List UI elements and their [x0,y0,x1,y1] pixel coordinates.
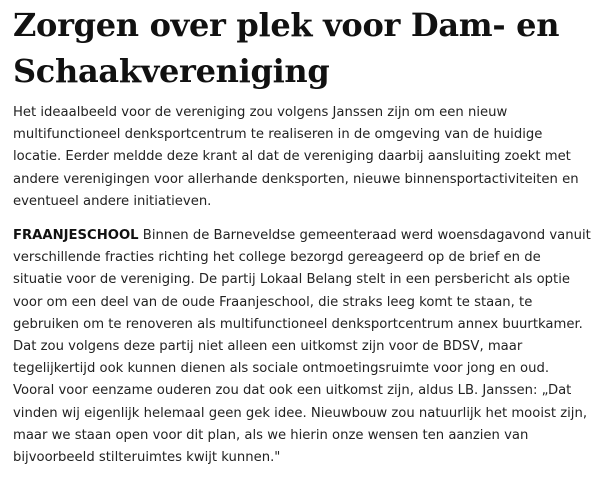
article-paragraph-2 [13,225,593,469]
article-headline: Zorgen over plek voor Dam- en Schaakvereniging [13,6,560,90]
paragraph-2-body: Binnen de Barneveldse gemeenteraad werd woensdagavond vanuit verschillende fracties richting het college bezorgd gereageerd op de brief en de situatie voor de vereniging. De partij Lokaal Belang stelt in een persbericht als optie voor om een deel van de oude Fraanjeschool, die straks leeg komt te staan, te gebruiken om te renoveren als multifunctioneel denksportcentrum annex buurtkamer. Dat zou volgens deze partij niet alleen een uitkomst zijn voor de BDSV, maar tegelijkertijd ook kunnen dienen als sociale ontmoetingsruimte voor jong en oud. Vooral voor eenzame ouderen zou dat ook een uitkomst zijn, aldus LB. Janssen: „Dat vinden wij eigenlijk helemaal geen gek idee. Nieuwbouw zou natuurlijk het mooist zijn, maar we staan open voor dit plan, als we hierin onze wensen ten aanzien van bijvoorbeeld stilteruimtes kwijt kunnen." [13,228,591,466]
article-paragraph-1: Het ideaalbeeld voor de vereniging zou volgens Janssen zijn om een nieuw multifunctioneel denksportcentrum te realiseren in de omgeving van de huidige locatie. Eerder meldde deze krant al dat de vereniging daarbij aansluiting zoekt met andere verenigingen voor allerhande denksporten, nieuwe binnensportactiviteiten en eventueel andere initiatieven. [13,105,579,209]
paragraph-kicker: FRAANJESCHOOL [13,228,139,244]
article [13,2,593,481]
